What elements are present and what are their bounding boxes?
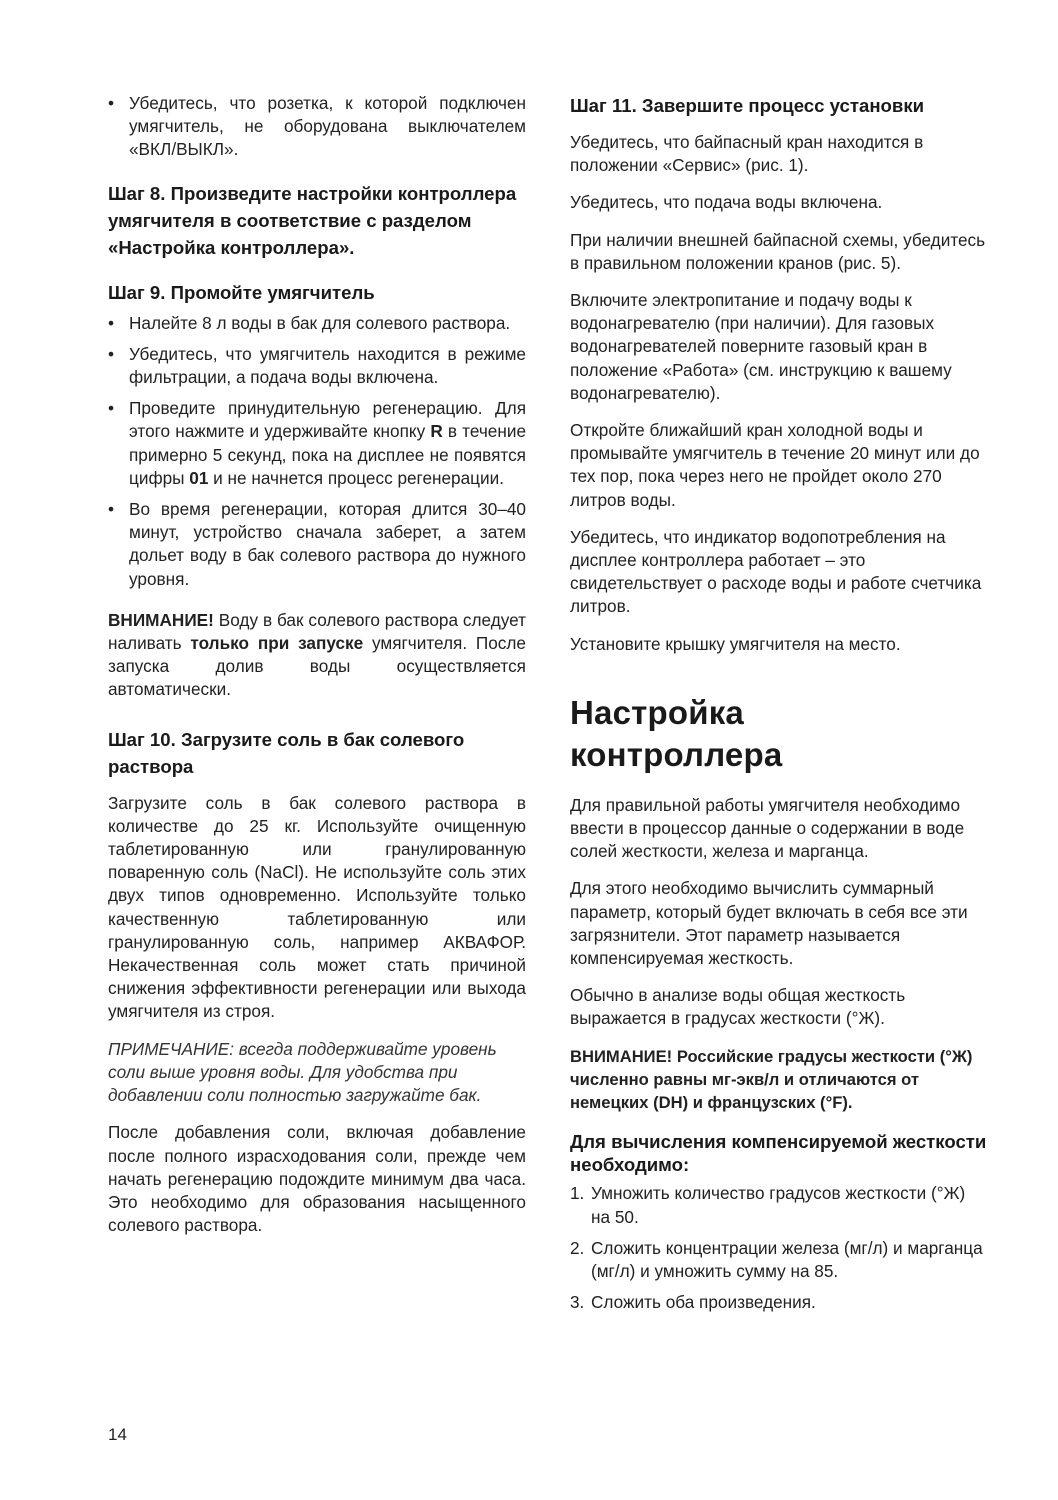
step9-bullet-text: Налейте 8 л воды в бак для солевого раствора. — [129, 312, 511, 333]
list-item — [570, 1182, 988, 1228]
step9-last-bullet-text: Во время регенерации, которая длится 30–40 минут, устройство сначала заберет, а затем дольет воду в бак солевого раствора до нужного уровня. — [129, 499, 526, 589]
step10-note: ПРИМЕЧАНИЕ: всегда поддерживайте уровень соли выше уровня воды. Для удобства при добавлении соли полностью загружайте бак. — [108, 1038, 497, 1106]
step9-bullet-list — [108, 312, 526, 591]
section-paragraph: Для этого необходимо вычислить суммарный параметр, который будет включать в себя все эти загрязнители. Этот параметр называется компенсируемая жесткость. — [570, 878, 968, 969]
step10-paragraph-2: После добавления соли, включая добавление после полного израсходования соли, прежде чем начать регенерацию подождите минимум два часа. Это необходимо для образования насыщенного солевого раствора. — [108, 1122, 526, 1236]
attention-paragraph-2: ВНИМАНИЕ! Российские градусы жесткости (°Ж) численно равны мг-экв/л и отличаются от немецких (DH) и французских (°F). — [570, 1046, 973, 1113]
list-item — [108, 92, 526, 162]
attention-bold-text: только при запуске — [190, 633, 364, 654]
bullet-marker: • — [108, 398, 115, 419]
bullet-marker: • — [108, 343, 115, 364]
list-item — [570, 1237, 988, 1283]
right-column — [570, 92, 988, 1328]
attention-text-2: умягчителя. После запуска долив воды осуществляется автоматически. — [108, 633, 526, 700]
section-title: Настройка контроллера — [570, 693, 783, 773]
step8-heading: Шаг 8. Произведите настройки контроллера умягчителя в соответствие с разделом «Настройка контроллера». — [108, 182, 517, 258]
bullet-marker: • — [108, 312, 115, 333]
step11-paragraph: Откройте ближайший кран холодной воды и промывайте умягчитель в течение 20 минут или до тех пор, пока через него не пройдет около 270 литров воды. — [570, 420, 980, 510]
step11-paragraph: Убедитесь, что байпасный кран находится в положении «Сервис» (рис. 1). — [570, 132, 924, 176]
intro-bullet-text: Убедитесь, что розетка, к которой подключен умягчитель, не оборудована выключателем «ВКЛ/ВЫКЛ». — [129, 93, 526, 160]
step11-paragraph: Установите крышку умягчителя на место. — [570, 633, 901, 654]
intro-bullet-list — [108, 92, 526, 162]
step-number: 3. — [570, 1292, 585, 1313]
left-column — [108, 92, 526, 1251]
regen-text-2: в течение примерно 5 секунд, пока на дисплее не появятся цифры — [129, 421, 526, 488]
page-number: 14 — [108, 1425, 127, 1444]
step11-paragraph: Убедитесь, что индикатор водопотребления на дисплее контроллера работает – это свидетельствует о расходе воды и работе счетчика литров. — [570, 526, 982, 617]
list-item — [108, 343, 526, 389]
step9-bullet-text: Убедитесь, что умягчитель находится в режиме фильтрации, а подача воды включена. — [129, 343, 526, 388]
step11-paragraph: При наличии внешней байпасной схемы, убедитесь в правильном положении кранов (рис. 5). — [570, 229, 986, 273]
regen-text-1: Проведите принудительную регенерацию. Для этого нажмите и удерживайте кнопку — [129, 398, 526, 442]
step-number: 1. — [570, 1183, 585, 1204]
list-item — [108, 397, 526, 490]
attention-text-1: Воду в бак солевого раствора следует наливать — [108, 609, 526, 654]
step11-paragraph: Включите электропитание и подачу воды к водонагревателю (при наличии). Для газовых водонагревателей поверните газовый кран в положение «Работа» (см. инструкцию к вашему водонагревателю). — [570, 290, 952, 403]
list-item — [108, 498, 526, 591]
calc-heading: Для вычисления компенсируемой жесткости необходимо: — [570, 1131, 987, 1176]
attention-paragraph-1 — [108, 609, 526, 702]
step-text: Умножить количество градусов жесткости (°Ж) на 50. — [591, 1183, 966, 1227]
bullet-marker: • — [108, 93, 115, 113]
list-item — [570, 1291, 988, 1314]
regen-key-r: R — [430, 421, 443, 442]
step-text: Сложить оба произведения. — [591, 1292, 816, 1313]
section-paragraph: Для правильной работы умягчителя необходимо ввести в процессор данные о содержании в воде солей жесткости, железа и марганца. — [570, 794, 965, 862]
section-paragraph: Обычно в анализе воды общая жесткость выражается в градусах жесткости (°Ж). — [570, 985, 906, 1029]
step11-paragraph: Убедитесь, что подача воды включена. — [570, 192, 883, 213]
step-number: 2. — [570, 1237, 585, 1258]
calc-steps-list — [570, 1182, 988, 1314]
regen-text-3: и не начнется процесс регенерации. — [208, 467, 504, 488]
step10-heading: Шаг 10. Загрузите соль в бак солевого раствора — [108, 728, 465, 777]
regen-display-code: 01 — [189, 467, 209, 488]
attention-label: ВНИМАНИЕ! — [108, 609, 214, 630]
list-item — [108, 312, 526, 335]
bullet-marker: • — [108, 499, 115, 520]
step9-heading: Шаг 9. Промойте умягчитель — [108, 281, 375, 303]
step-text: Сложить концентрации железа (мг/л) и марганца (мг/л) и умножить сумму на 85. — [591, 1237, 983, 1281]
step11-heading: Шаг 11. Завершите процесс установки — [570, 95, 925, 116]
step10-paragraph-1: Загрузите соль в бак солевого раствора в количестве до 25 кг. Используйте очищенную таблетированную или гранулированную поваренную соль (NaCl). Не используйте соль этих двух типов одновременно. Используйте только качественную таблетированную или гранулированную соль, например АКВАФОР. Некачественная соль может стать причиной снижения эффективности регенерации или выхода умягчителя из строя. — [108, 792, 526, 1022]
